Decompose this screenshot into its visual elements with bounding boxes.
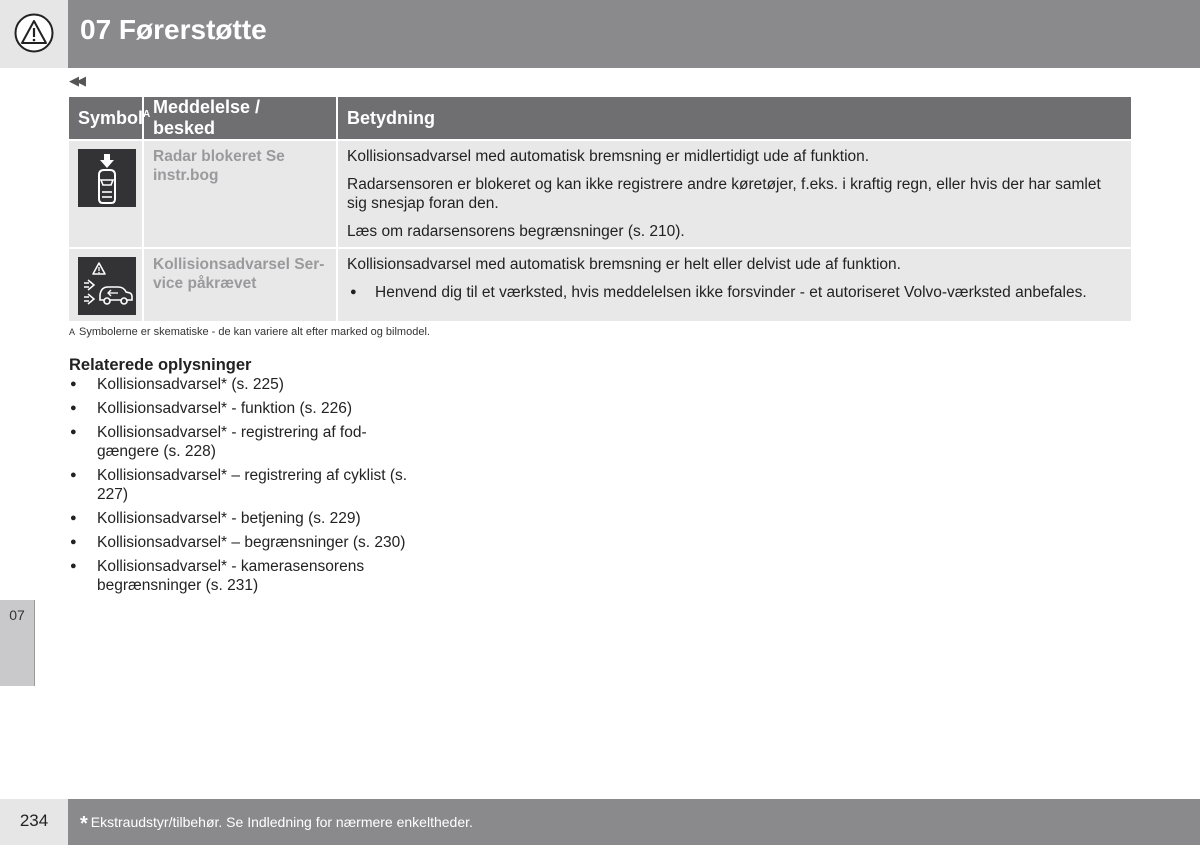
related-link[interactable]: ● Kollisionsadvarsel* - funktion (s. 226) xyxy=(69,399,409,418)
message-cell xyxy=(143,248,337,321)
continued-marker: ◀◀ xyxy=(69,73,83,88)
message-cell xyxy=(143,140,337,248)
related-link[interactable]: ● Kollisionsadvarsel* - betjening (s. 229) xyxy=(69,509,409,528)
meaning-paragraph: Læs om radarsensorens begrænsninger (s. 210). xyxy=(347,223,685,240)
symbol-cell xyxy=(69,140,143,248)
chapter-icon-box xyxy=(0,0,68,68)
symbol-footnote-mark: A xyxy=(143,108,151,120)
related-link[interactable]: ● Kollisionsadvarsel* – registrering af cyklist (s. 227) xyxy=(69,466,409,504)
message-text: Kollisionsadvarsel Ser-vice påkrævet xyxy=(153,256,325,292)
related-link[interactable]: ● Kollisionsadvarsel* (s. 225) xyxy=(69,375,409,394)
message-table xyxy=(69,97,1131,321)
table-footnote xyxy=(69,326,430,338)
footer-note xyxy=(80,813,473,836)
footer-star: * xyxy=(80,813,88,835)
meaning-paragraph: Radarsensoren er blokeret og kan ikke registrere andre køretøjer, f.eks. i kraftig regn, eller hvis der har samlet sig snesjap foran den. xyxy=(347,176,1101,212)
related-info-heading: Relaterede oplysninger xyxy=(69,356,252,374)
page-number: 234 xyxy=(19,811,49,830)
footer-bar xyxy=(68,799,1200,845)
footer-note-text: Ekstraudstyr/tilbehør. Se Indledning for nærmere enkeltheder. xyxy=(90,814,473,830)
table-row xyxy=(69,248,1131,321)
meaning-paragraph: Kollisionsadvarsel med automatisk bremsning er midlertidigt ude af funktion. xyxy=(347,148,870,165)
footnote-mark: A xyxy=(69,327,76,337)
related-link[interactable]: ● Kollisionsadvarsel* – begrænsninger (s. 230) xyxy=(69,533,409,552)
meaning-paragraph: Kollisionsadvarsel med automatisk bremsning er helt eller delvist ude af funktion. xyxy=(347,256,901,273)
related-link[interactable]: ● Kollisionsadvarsel* - kamerasensorens begrænsninger (s. 231) xyxy=(69,557,409,595)
chapter-side-tab xyxy=(0,600,35,686)
warning-triangle-icon xyxy=(14,13,54,53)
related-info-list xyxy=(69,375,409,600)
footnote-text: Symbolerne er skematiske - de kan variere alt efter marked og bilmodel. xyxy=(79,326,430,338)
radar-blocked-icon xyxy=(78,149,136,207)
table-row xyxy=(69,140,1131,248)
meaning-bullet-list xyxy=(347,283,1122,302)
column-header-symbol-label: Symbol xyxy=(78,107,144,128)
chapter-side-tab-label: 07 xyxy=(9,607,25,623)
footer-page-box xyxy=(0,799,68,845)
left-margin xyxy=(0,68,34,600)
table-header-row xyxy=(69,97,1131,140)
meaning-bullet-item: ● Henvend dig til et værksted, hvis meddelelsen ikke forsvinder - et autoriseret Volvo-værksted anbefales. xyxy=(347,283,1122,302)
meaning-cell xyxy=(337,248,1131,321)
chapter-title: 07 Førerstøtte xyxy=(80,14,267,45)
chapter-header-bar xyxy=(68,0,1200,68)
meaning-cell xyxy=(337,140,1131,248)
symbol-cell xyxy=(69,248,143,321)
column-header-message: Meddelelse / besked xyxy=(143,97,337,140)
column-header-meaning: Betydning xyxy=(337,97,1131,140)
related-link[interactable]: ● Kollisionsadvarsel* - registrering af fod-gængere (s. 228) xyxy=(69,423,409,461)
message-text: Radar blokeret Se instr.bog xyxy=(153,148,285,184)
collision-warning-service-icon xyxy=(78,257,136,315)
column-header-symbol xyxy=(69,97,151,140)
